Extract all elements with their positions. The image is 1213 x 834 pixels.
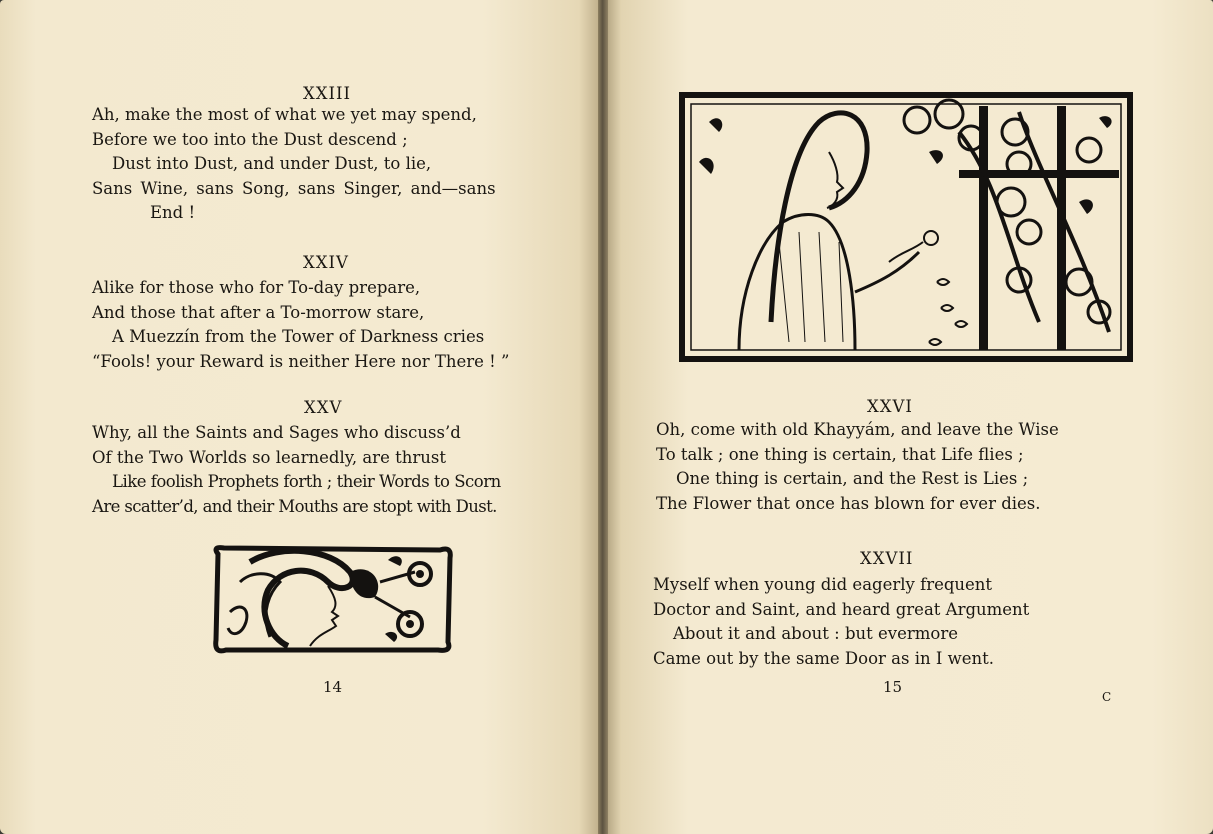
stanza-numeral-xxiii: XXIII <box>303 84 352 103</box>
verse-line: Why, all the Saints and Sages who discuss’d <box>92 423 461 442</box>
verse-line: Alike for those who for To-day prepare, <box>92 278 421 297</box>
verse-line: Oh, come with old Khayyám, and leave the Wise <box>656 420 1059 439</box>
verse-line: Of the Two Worlds so learnedly, are thrust <box>92 447 446 467</box>
stanza-numeral-xxvi: XXVI <box>867 397 913 416</box>
verse-line: A Muezzín from the Tower of Darkness cries <box>112 327 485 346</box>
stanza-xxiii <box>92 103 496 226</box>
verse-line: Before we too into the Dust descend ; <box>92 129 408 149</box>
verse-line: Are scatter’d, and their Mouths are stopt with Dust. <box>92 496 497 516</box>
verse-line: About it and about : but evermore <box>673 624 959 643</box>
stanza-numeral-xxiv: XXIV <box>303 253 349 272</box>
stanza-numeral-xxvii: XXVII <box>860 549 914 568</box>
verse-line: Myself when young did eagerly frequent <box>653 575 993 594</box>
verse-line: To talk ; one thing is certain, that Life flies ; <box>656 444 1024 464</box>
stanza-numeral-xxv: XXV <box>304 398 343 417</box>
verse-line: Ah, make the most of what we yet may spend, <box>92 105 477 124</box>
woman-profile-rose-vignette-icon <box>210 542 455 656</box>
verse-line: The Flower that once has blown for ever dies. <box>656 493 1041 513</box>
signature-mark: C <box>1102 690 1112 704</box>
page-number-left: 14 <box>323 678 343 696</box>
verse-line: One thing is certain, and the Rest is Lies ; <box>676 469 1029 488</box>
stanza-xxvii <box>653 573 1029 671</box>
verse-line: End ! <box>150 203 196 222</box>
verse-line: Came out by the same Door as in I went. <box>653 648 994 668</box>
verse-line: “Fools! your Reward is neither Here nor There ! ” <box>92 351 510 371</box>
verse-line: And those that after a To-morrow stare, <box>92 302 425 322</box>
stanza-xxiv <box>92 276 510 374</box>
stanza-xxv <box>92 421 501 519</box>
verse-line: Dust into Dust, and under Dust, to lie, <box>112 154 432 173</box>
page-number-right: 15 <box>883 678 903 696</box>
stanza-xxvi <box>656 418 1059 516</box>
verse-line: Sans Wine, sans Song, sans Singer, and—sans <box>92 178 496 198</box>
woman-with-rose-trellis-illustration-icon <box>679 92 1134 364</box>
verse-line: Like foolish Prophets forth ; their Words to Scorn <box>112 472 501 491</box>
book-gutter <box>598 0 608 834</box>
verse-line: Doctor and Saint, and heard great Argument <box>653 599 1030 619</box>
